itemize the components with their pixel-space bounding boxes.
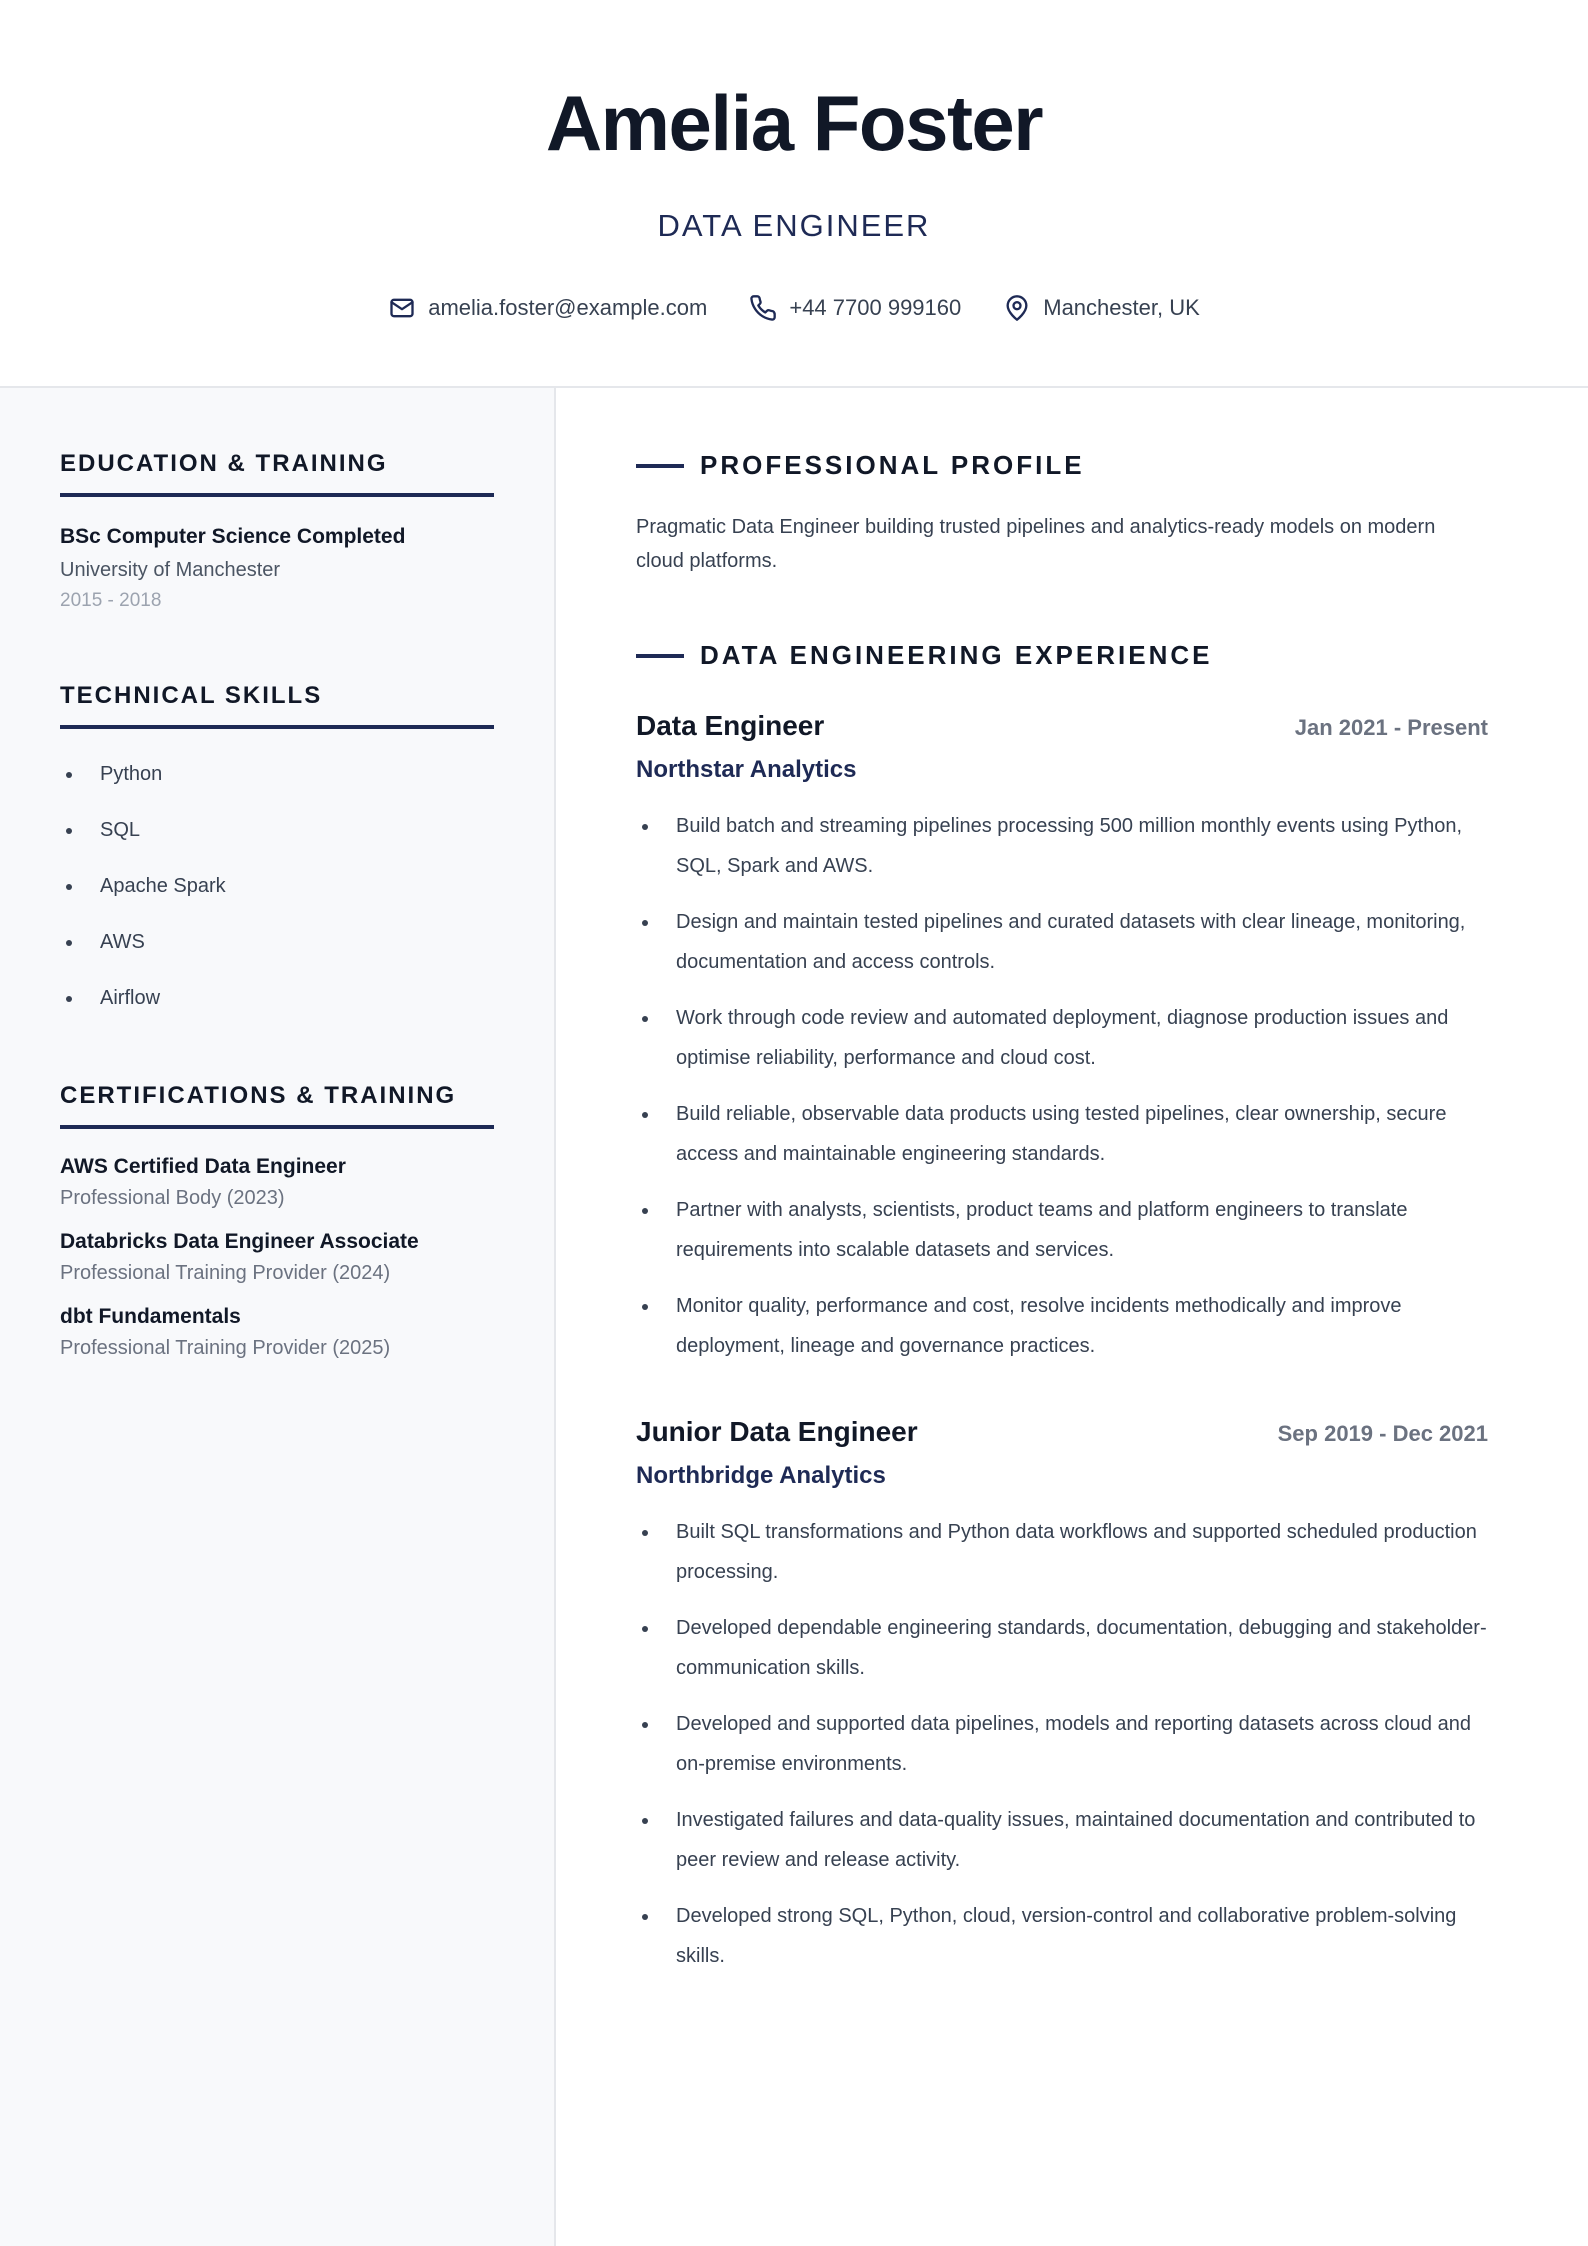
education-section (60, 450, 494, 612)
certification-item (60, 1155, 494, 1210)
job-bullets (636, 1512, 1488, 1976)
job-company: Northstar Analytics (636, 756, 857, 783)
certification-name: Databricks Data Engineer Associate (60, 1229, 419, 1253)
mail-icon (388, 294, 416, 322)
skill-item: Apache Spark (60, 863, 494, 919)
job-bullet: Developed dependable engineering standards, documentation, debugging and stakeholder-communication skills. (636, 1608, 1488, 1688)
contact-location (1003, 290, 1200, 326)
job-role: Junior Data Engineer (636, 1416, 918, 1447)
skills-heading: TECHNICAL SKILLS (60, 682, 494, 729)
contact-email[interactable] (388, 290, 707, 326)
certification-provider: Professional Training Provider (2024) (60, 1261, 391, 1284)
job-entry (636, 710, 1488, 1382)
experience-heading (636, 640, 1212, 671)
skill-item: AWS (60, 919, 494, 975)
job-bullet: Work through code review and automated deployment, diagnose production issues and optimise reliability, performance and cloud cost. (636, 998, 1488, 1078)
resume-header (0, 0, 1588, 388)
certification-item (60, 1230, 494, 1285)
profile-heading-text: PROFESSIONAL PROFILE (700, 450, 1085, 480)
education-years: 2015 - 2018 (60, 589, 162, 611)
location-text: Manchester, UK (1043, 295, 1200, 320)
job-bullets (636, 806, 1488, 1366)
certification-provider: Professional Training Provider (2025) (60, 1336, 391, 1359)
job-bullet: Build batch and streaming pipelines processing 500 million monthly events using Python, SQL, Spark and AWS. (636, 806, 1488, 886)
candidate-title: DATA ENGINEER (657, 208, 931, 243)
education-degree: BSc Computer Science Completed (60, 524, 406, 548)
heading-accent-bar (636, 654, 684, 658)
job-dates: Jan 2021 - Present (1294, 715, 1488, 740)
job-bullet: Developed and supported data pipelines, models and reporting datasets across cloud and on-premise environments. (636, 1704, 1488, 1784)
certification-name: AWS Certified Data Engineer (60, 1154, 346, 1178)
job-bullet: Developed strong SQL, Python, cloud, version-control and collaborative problem-solving skills. (636, 1896, 1488, 1976)
phone-text: +44 7700 999160 (789, 295, 962, 320)
map-pin-icon (1003, 294, 1031, 322)
profile-summary: Pragmatic Data Engineer building trusted pipelines and analytics-ready models on modern cloud platforms. (636, 516, 1436, 572)
experience-heading-text: DATA ENGINEERING EXPERIENCE (700, 640, 1213, 670)
job-header (636, 710, 1488, 742)
job-header (636, 1416, 1488, 1448)
job-bullet: Built SQL transformations and Python data workflows and supported scheduled production processing. (636, 1512, 1488, 1592)
certification-item (60, 1305, 494, 1360)
certifications-heading: CERTIFICATIONS & TRAINING (60, 1082, 494, 1129)
skill-item: SQL (60, 807, 494, 863)
education-heading: EDUCATION & TRAINING (60, 450, 494, 497)
skills-list (60, 751, 494, 1031)
certification-provider: Professional Body (2023) (60, 1186, 285, 1209)
phone-icon (749, 294, 777, 322)
job-bullet: Partner with analysts, scientists, product teams and platform engineers to translate requirements into scalable datasets and services. (636, 1190, 1488, 1270)
job-bullet: Build reliable, observable data products using tested pipelines, clear ownership, secure access and maintainable engineering standards. (636, 1094, 1488, 1174)
profile-heading (636, 450, 1085, 481)
certification-name: dbt Fundamentals (60, 1304, 241, 1328)
education-school: University of Manchester (60, 558, 281, 581)
job-bullet: Monitor quality, performance and cost, resolve incidents methodically and improve deployment, lineage and governance practices. (636, 1286, 1488, 1366)
skill-item: Airflow (60, 975, 494, 1031)
job-company: Northbridge Analytics (636, 1462, 886, 1489)
skill-item: Python (60, 751, 494, 807)
job-bullet: Design and maintain tested pipelines and curated datasets with clear lineage, monitoring, documentation and access controls. (636, 902, 1488, 982)
email-text: amelia.foster@example.com (428, 295, 708, 320)
job-role: Data Engineer (636, 710, 825, 741)
candidate-name: Amelia Foster (545, 79, 1043, 167)
certifications-section (60, 1082, 494, 1360)
job-dates: Sep 2019 - Dec 2021 (1277, 1421, 1488, 1446)
sidebar (0, 388, 556, 2246)
job-entry (636, 1416, 1488, 1992)
skills-section (60, 682, 494, 1031)
contact-bar (0, 290, 1588, 326)
heading-accent-bar (636, 464, 684, 468)
contact-phone[interactable] (749, 290, 961, 326)
job-bullet: Investigated failures and data-quality issues, maintained documentation and contributed to peer review and release activity. (636, 1800, 1488, 1880)
